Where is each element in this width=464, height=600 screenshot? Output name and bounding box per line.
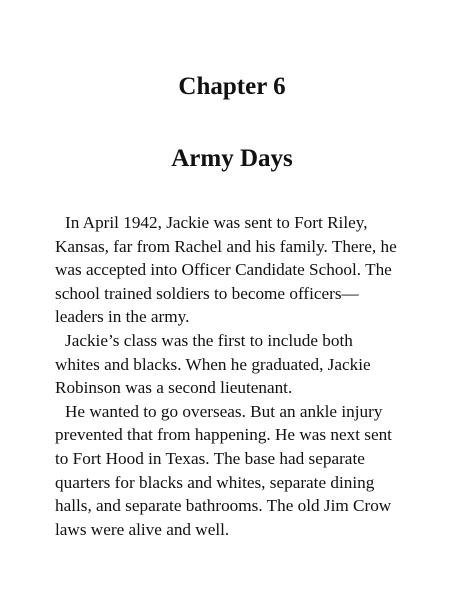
- chapter-title-heading: Army Days: [171, 145, 293, 172]
- paragraph-line: quarters for blacks and whites, separate dining: [55, 472, 375, 492]
- paragraph-line: whites and blacks. When he graduated, Jackie: [55, 354, 371, 374]
- paragraph-3: [55, 400, 415, 542]
- paragraph-line: school trained soldiers to become officers—: [55, 283, 359, 303]
- paragraph-line: Jackie’s class was the first to include both: [65, 330, 353, 350]
- paragraph-line: to Fort Hood in Texas. The base had separate: [55, 448, 365, 468]
- paragraph-1: [55, 211, 415, 329]
- paragraph-line: In April 1942, Jackie was sent to Fort Riley,: [65, 213, 368, 232]
- paragraph-line: Robinson was a second lieutenant.: [55, 378, 293, 398]
- paragraph-line: leaders in the army.: [55, 307, 190, 327]
- paragraph-line: halls, and separate bathrooms. The old Jim Crow: [55, 496, 392, 516]
- paragraph-line: was accepted into Officer Candidate School. The: [55, 260, 392, 280]
- paragraph-line: prevented that from happening. He was next sent: [55, 425, 392, 445]
- paragraph-line: He wanted to go overseas. But an ankle injury: [65, 401, 383, 421]
- chapter-body-text: [55, 211, 415, 541]
- paragraph-line: Kansas, far from Rachel and his family. There, he: [55, 236, 397, 256]
- paragraph-2: [55, 329, 415, 400]
- paragraph-line: laws were alive and well.: [55, 519, 230, 539]
- chapter-number-heading: Chapter 6: [178, 73, 286, 100]
